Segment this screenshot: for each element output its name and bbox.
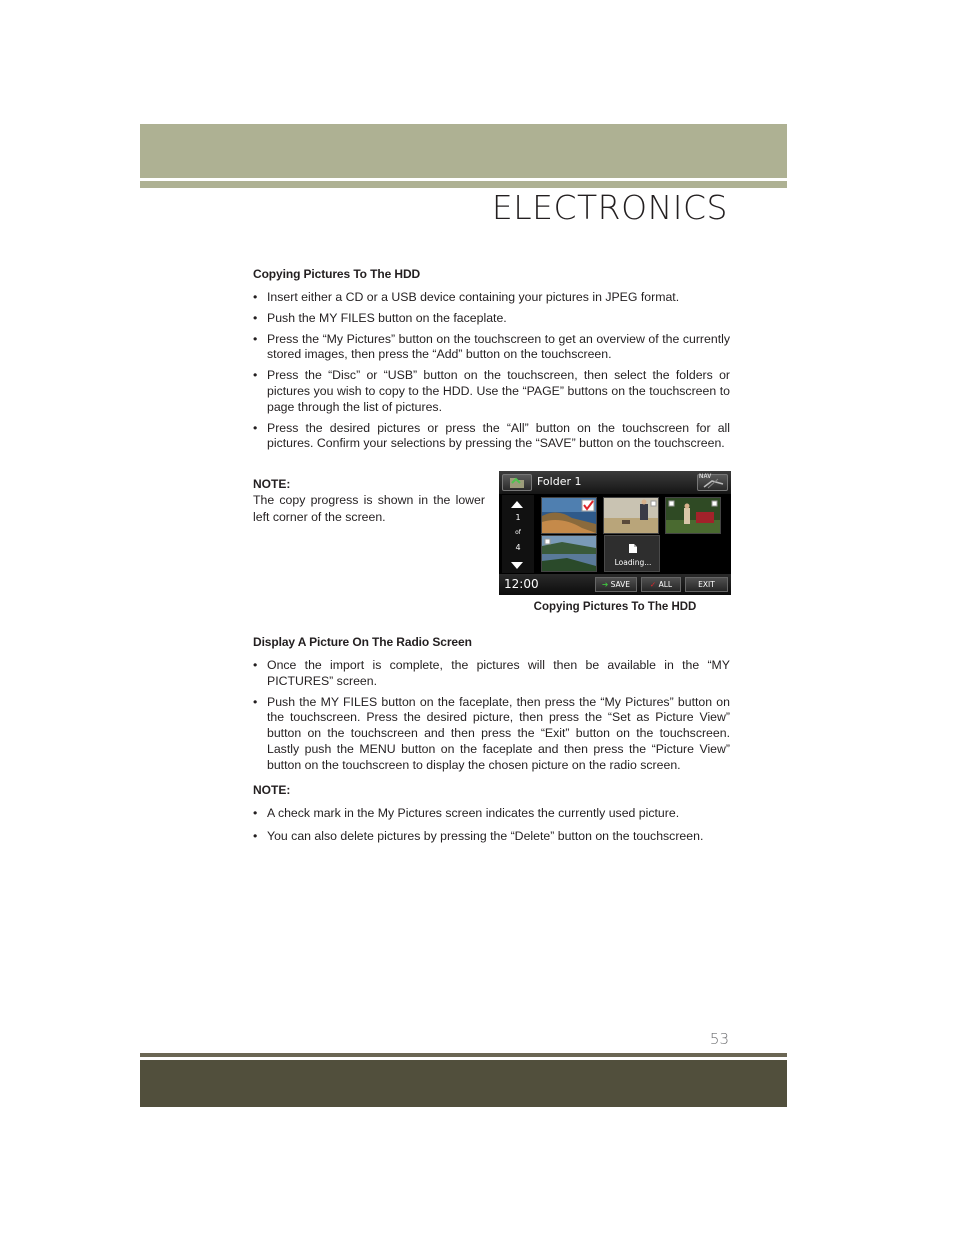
- header-band: [140, 124, 787, 178]
- section2-heading: Display A Picture On The Radio Screen: [253, 635, 472, 649]
- figure-caption: Copying Pictures To The HDD: [533, 601, 697, 613]
- note-text: The copy progress is shown in the lower left corner of the screen.: [253, 493, 485, 524]
- section1-bullet-list: [253, 290, 730, 457]
- picture-thumbnail[interactable]: [603, 497, 659, 534]
- coast-photo: [542, 498, 596, 533]
- picture-thumbnail[interactable]: [665, 497, 721, 534]
- all-label: ALL: [658, 580, 673, 589]
- page-number: 53: [709, 1030, 729, 1048]
- note-bullet-list: [253, 806, 730, 850]
- list-item: • You can also delete pictures by pressing the “Delete” button on the touchscreen.: [253, 829, 730, 845]
- footer-band: [140, 1060, 787, 1107]
- list-item: • Once the import is complete, the pictures will then be available in the “MY PICTURES” screen.: [253, 658, 730, 690]
- picture-thumbnail[interactable]: [541, 497, 597, 534]
- header-rule: [140, 181, 787, 188]
- exit-button[interactable]: [685, 577, 728, 592]
- folder-back-button[interactable]: [502, 474, 532, 491]
- save-button[interactable]: [595, 577, 637, 592]
- lake-photo: [542, 536, 596, 571]
- page-current: 1: [515, 513, 521, 522]
- touchscreen-figure: [499, 471, 731, 595]
- file-icon: [628, 543, 638, 554]
- page-down-icon[interactable]: [511, 562, 523, 569]
- clock-display: 12:00: [504, 577, 539, 591]
- folder-up-icon: [503, 475, 531, 490]
- save-label: SAVE: [610, 580, 631, 589]
- footer-rule: [140, 1053, 787, 1057]
- loading-tile: [604, 535, 660, 572]
- arrow-right-icon: ➔: [601, 580, 609, 589]
- list-item: • Press the desired pictures or press the “All” button on the touchscreen for all pictures. Confirm your selections by pressing the “SAVE” button on the touchscreen.: [253, 421, 730, 453]
- check-icon: ✓: [649, 580, 657, 589]
- list-item: • Insert either a CD or a USB device containing your pictures in JPEG format.: [253, 290, 730, 306]
- section-title: ELECTRONICS: [491, 188, 728, 227]
- page-of: of: [515, 529, 521, 536]
- garden-photo: [666, 498, 720, 533]
- list-item: • Push the MY FILES button on the faceplate.: [253, 311, 730, 327]
- list-item: • A check mark in the My Pictures screen indicates the currently used picture.: [253, 806, 730, 822]
- list-item: • Press the “My Pictures” button on the touchscreen to get an overview of the currently stored images, then press the “Add” button on the touchscreen.: [253, 332, 730, 364]
- folder-title: Folder 1: [537, 475, 582, 488]
- all-button[interactable]: [641, 577, 681, 592]
- field-photo: [604, 498, 658, 533]
- section1-heading: Copying Pictures To The HDD: [253, 267, 421, 281]
- list-item: • Push the MY FILES button on the faceplate, then press the “My Pictures” button on the touchscreen. Press the desired picture, then press the “Set as Picture View” button on the touchscreen and then press the “Exit” button on the touchscreen. Lastly push the MENU button on the faceplate and then press the “Picture View” button on the touchscreen to display the chosen picture on the radio screen.: [253, 695, 730, 774]
- page-total: 4: [515, 543, 521, 552]
- page-up-icon[interactable]: [511, 501, 523, 508]
- note-label: NOTE:: [253, 783, 291, 797]
- loading-label: Loading...: [614, 558, 652, 567]
- section2-bullet-list: [253, 658, 730, 779]
- note-label: NOTE:: [253, 477, 291, 491]
- list-item: • Press the “Disc” or “USB” button on the touchscreen, then select the folders or pictures you wish to copy to the HDD. Use the “PAGE” buttons on the touchscreen to page through the list of pictures.: [253, 368, 730, 415]
- exit-label: EXIT: [698, 580, 715, 589]
- picture-thumbnail[interactable]: [541, 535, 597, 572]
- nav-label: NAV: [699, 474, 712, 480]
